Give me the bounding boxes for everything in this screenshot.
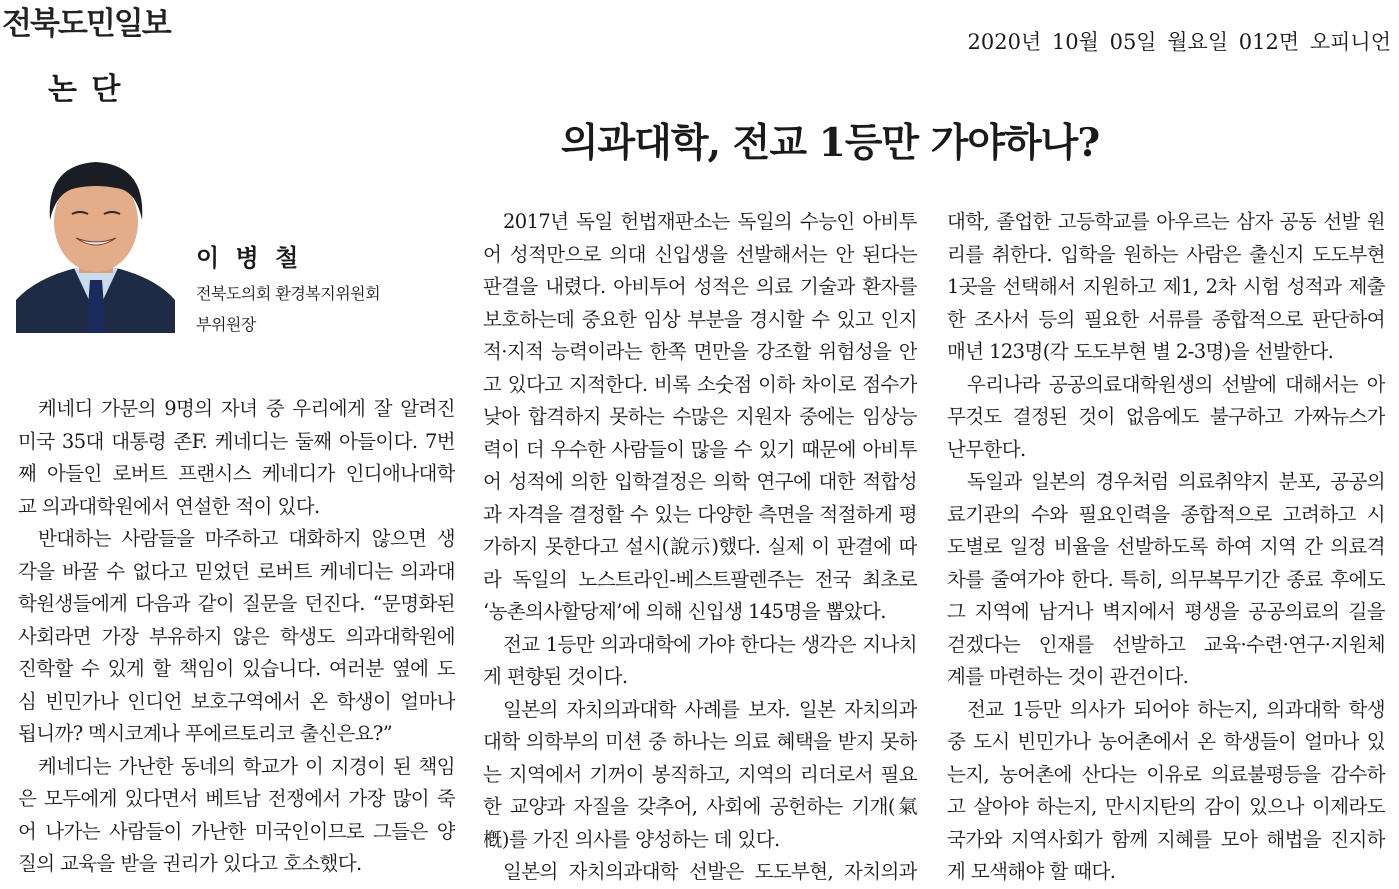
author-photo <box>16 150 175 333</box>
article-line: 국가와 지역사회가 함께 지혜를 모아 해법을 진지하 <box>947 827 1385 851</box>
article-line: 학원생들에게 다음과 같이 질문을 던진다. “문명화된 <box>18 592 455 615</box>
article-line: 적·지적 능력이라는 한쪽 면만을 강조할 위험성을 안 <box>483 340 917 363</box>
article-column-2 <box>483 206 917 889</box>
article-line: 낮아 합격하지 못하는 수많은 지원자 중에는 임상능 <box>483 405 917 428</box>
headline: 의과대학, 전교 1등만 가야하나? <box>560 120 1100 166</box>
article-line: 일본의 자치의과대학 사례를 보자. 일본 자치의과 <box>503 697 917 721</box>
article-line: 중 도시 빈민가나 농어촌에서 온 학생들이 얼마나 있 <box>947 730 1385 753</box>
article-line: 2017년 독일 헌법재판소는 독일의 수능인 아비투 <box>503 210 917 233</box>
article-line: 판결을 내렸다. 아비투어 성적은 의료 기술과 환자를 <box>483 275 917 298</box>
article-column-1 <box>18 393 455 881</box>
article-column-3 <box>947 206 1385 889</box>
article-line: 도별로 일정 비율을 선발하도록 하여 지역 간 의료격 <box>947 535 1385 558</box>
author-affiliation: 전북도의회 환경복지위원회 <box>196 284 381 303</box>
article-line: 전교 1등만 의사가 되어야 하는지, 의과대학 학생 <box>967 697 1385 721</box>
article-line: 대학 의학부의 미션 중 하나는 의료 혜택을 받지 못하 <box>483 730 917 753</box>
article-line: 각을 바꿀 수 없다고 믿었던 로버트 케네디는 의과대 <box>18 559 455 583</box>
article-line: 어 나가는 사람들이 가난한 미국인이므로 그들은 양 <box>18 819 455 843</box>
article-line: 일본의 자치의과대학 선발은 도도부현, 자치의과 <box>503 860 917 883</box>
newspaper-logo: 전북도민일보 <box>2 6 170 42</box>
article-line: 전교 1등만 의과대학에 가야 한다는 생각은 지나치 <box>503 632 917 656</box>
article-line: 어 성적에 의한 입학결정은 의학 연구에 대한 적합성 <box>483 470 917 493</box>
article-line: 됩니까? 멕시코계나 푸에르토리코 출신은요?” <box>18 722 393 745</box>
article-line: 진학할 수 있게 할 책임이 있습니다. 여러분 옆에 도 <box>18 657 455 680</box>
article-line: ‘농촌의사할당제’에 의해 신입생 145명을 뽑았다. <box>483 600 886 623</box>
article-line: 대학, 졸업한 고등학교를 아우르는 삼자 공동 선발 원 <box>947 210 1385 233</box>
article-line: 째 아들인 로버트 프랜시스 케네디가 인디애나대학 <box>18 462 455 485</box>
article-line: 어 성적만으로 의대 신입생을 선발해서는 안 된다는 <box>483 242 917 266</box>
article-line: 걷겠다는 인재를 선발하고 교육·수련·연구·지원체 <box>947 632 1385 656</box>
article-line: 매년 123명(각 도도부현 별 2-3명)을 선발한다. <box>947 340 1334 363</box>
article-line: 가하지 못한다고 설시(說示)했다. 실제 이 판결에 따 <box>483 535 917 558</box>
article-line: 은 모두에게 있다면서 베트남 전쟁에서 가장 많이 죽 <box>18 787 455 810</box>
article-line: 게 모색해야 할 때다. <box>947 860 1116 883</box>
article-line: 미국 35대 대통령 존F. 케네디는 둘째 아들이다. 7번 <box>18 429 455 453</box>
article-line: 무것도 결정된 것이 없음에도 불구하고 가짜뉴스가 <box>947 405 1385 428</box>
article-line: 반대하는 사람들을 마주하고 대화하지 않으면 생 <box>38 527 455 550</box>
section-label: 논 단 <box>48 72 121 107</box>
article-line: 력이 더 우수한 사람들이 많을 수 있기 때문에 아비투 <box>483 437 917 461</box>
article-line: 우리나라 공공의료대학원생의 선발에 대해서는 아 <box>967 372 1385 396</box>
article-line: 질의 교육을 받을 권리가 있다고 호소했다. <box>18 852 362 875</box>
article-line: 케네디 가문의 9명의 자녀 중 우리에게 잘 알려진 <box>38 397 455 420</box>
article-line: 심 빈민가나 인디언 보호구역에서 온 학생이 얼마나 <box>18 689 455 713</box>
article-line: 과 자격을 결정할 수 있는 다양한 측면을 적절하게 평 <box>483 502 917 526</box>
article-line: 케네디는 가난한 동네의 학교가 이 지경이 된 책임 <box>38 754 455 778</box>
article-line: 리를 취한다. 입학을 원하는 사람은 출신지 도도부현 <box>947 242 1385 266</box>
article-line: 교 의과대학원에서 연설한 적이 있다. <box>18 494 320 518</box>
article-line: 독일과 일본의 경우처럼 의료취약지 분포, 공공의 <box>967 470 1385 493</box>
article-line: 는지, 농어촌에 산다는 이유로 의료불평등을 감수하 <box>947 762 1385 786</box>
article-line: 는 지역에서 기꺼이 봉직하고, 지역의 리더로서 필요 <box>483 762 917 786</box>
author-name: 이 병 철 <box>196 244 299 272</box>
article-line: 1곳을 선택해서 지원하고 제1, 2차 시험 성적과 제출 <box>947 275 1385 298</box>
article-line: 보호하는데 중요한 임상 부분을 경시할 수 있고 인지 <box>483 307 917 331</box>
article-line: 계를 마련하는 것이 관건이다. <box>947 665 1189 688</box>
article-line: 그 지역에 남거나 벽지에서 평생을 공공의료의 길을 <box>947 600 1385 623</box>
article-line: 난무한다. <box>947 437 1026 461</box>
article-line: 게 편향된 것이다. <box>483 665 628 688</box>
article-line: 한 조사서 등의 필요한 서류를 종합적으로 판단하여 <box>947 307 1385 331</box>
article-line: 사회라면 가장 부유하지 않은 학생도 의과대학원에 <box>18 624 455 648</box>
article-line: 고 있다고 지적한다. 비록 소숫점 이하 차이로 점수가 <box>483 372 917 396</box>
article-line: 차를 줄여가야 한다. 특히, 의무복무기간 종료 후에도 <box>947 567 1385 591</box>
article-line: 한 교양과 자질을 갖추어, 사회에 공헌하는 기개(氣 <box>483 795 917 818</box>
author-position: 부위원장 <box>196 315 256 334</box>
dateline: 2020년 10월 05일 월요일 012면 오피니언 <box>967 30 1391 54</box>
article-line: 라 독일의 노스트라인-베스트팔렌주는 전국 최초로 <box>483 567 917 591</box>
article-line: 고 살아야 하는지, 만시지탄의 감이 있으나 이제라도 <box>947 795 1385 818</box>
article-line: 槪)를 가진 의사를 양성하는 데 있다. <box>483 827 780 851</box>
article-line: 료기관의 수와 필요인력을 종합적으로 고려하고 시 <box>947 502 1385 526</box>
